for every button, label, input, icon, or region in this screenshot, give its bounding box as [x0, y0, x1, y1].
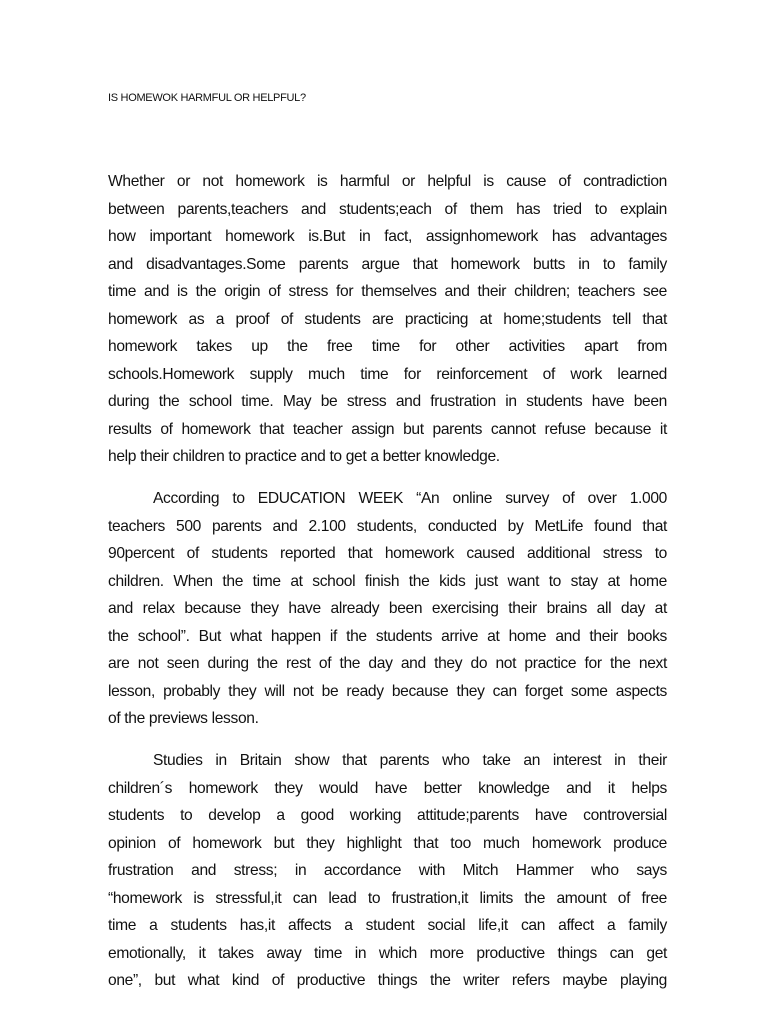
text-line: of the previews lesson. — [108, 710, 259, 727]
text-line: “homework is stressful,it can lead to frustration,it limits the amount of free — [108, 889, 667, 907]
text-line: students to develop a good working attitude;parents have controversial — [108, 807, 667, 824]
text-line: how important homework is.But in fact, assignhomework has advantages — [108, 228, 667, 245]
text-line: children. When the time at school finish the kids just want to stay at home — [108, 572, 667, 590]
text-line: teachers 500 parents and 2.100 students, conducted by MetLife found that — [108, 517, 667, 535]
text-line: are not seen during the rest of the day and they do not practice for the next — [108, 655, 667, 672]
text-line: emotionally, it takes away time in which more productive things can get — [108, 944, 667, 962]
paragraph — [108, 747, 667, 995]
text-line: Studies in Britain show that parents who take an interest in their — [153, 752, 667, 769]
text-line: schools.Homework supply much time for reinforcement of work learned — [108, 365, 667, 383]
text-line: lesson, probably they will not be ready because they can forget some aspects — [108, 682, 667, 700]
text-line: frustration and stress; in accordance with Mitch Hammer who says — [108, 862, 667, 879]
text-line: opinion of homework but they highlight that too much homework produce — [108, 834, 667, 852]
text-line: homework as a proof of students are practicing at home;students tell that — [108, 310, 667, 328]
text-line: between parents,teachers and students;each of them has tried to explain — [108, 200, 667, 218]
text-line: results of homework that teacher assign but parents cannot refuse because it — [108, 420, 667, 438]
text-line: time and is the origin of stress for themselves and their children; teachers see — [108, 283, 667, 300]
paragraph — [108, 485, 667, 733]
text-line: one”, but what kind of productive things the writer refers maybe playing — [108, 972, 667, 989]
text-line: during the school time. May be stress and frustration in students have been — [108, 393, 667, 410]
document-title: IS HOMEWOK HARMFUL OR HELPFUL? — [108, 92, 306, 104]
text-line: homework takes up the free time for other activities apart from — [108, 338, 667, 355]
text-line: the school”. But what happen if the students arrive at home and their books — [108, 627, 667, 645]
document-body — [108, 168, 667, 1009]
text-line: and disadvantages.Some parents argue that homework butts in to family — [108, 255, 667, 273]
text-line: children´s homework they would have better knowledge and it helps — [108, 779, 667, 797]
text-line: Whether or not homework is harmful or helpful is cause of contradiction — [108, 173, 667, 190]
text-line: and relax because they have already been exercising their brains all day at — [108, 600, 667, 617]
paragraph — [108, 168, 667, 471]
text-line: According to EDUCATION WEEK “An online survey of over 1.000 — [153, 490, 667, 507]
text-line: help their children to practice and to get a better knowledge. — [108, 448, 500, 465]
text-line: time a students has,it affects a student social life,it can affect a family — [108, 917, 667, 934]
text-line: 90percent of students reported that homework caused additional stress to — [108, 545, 667, 562]
